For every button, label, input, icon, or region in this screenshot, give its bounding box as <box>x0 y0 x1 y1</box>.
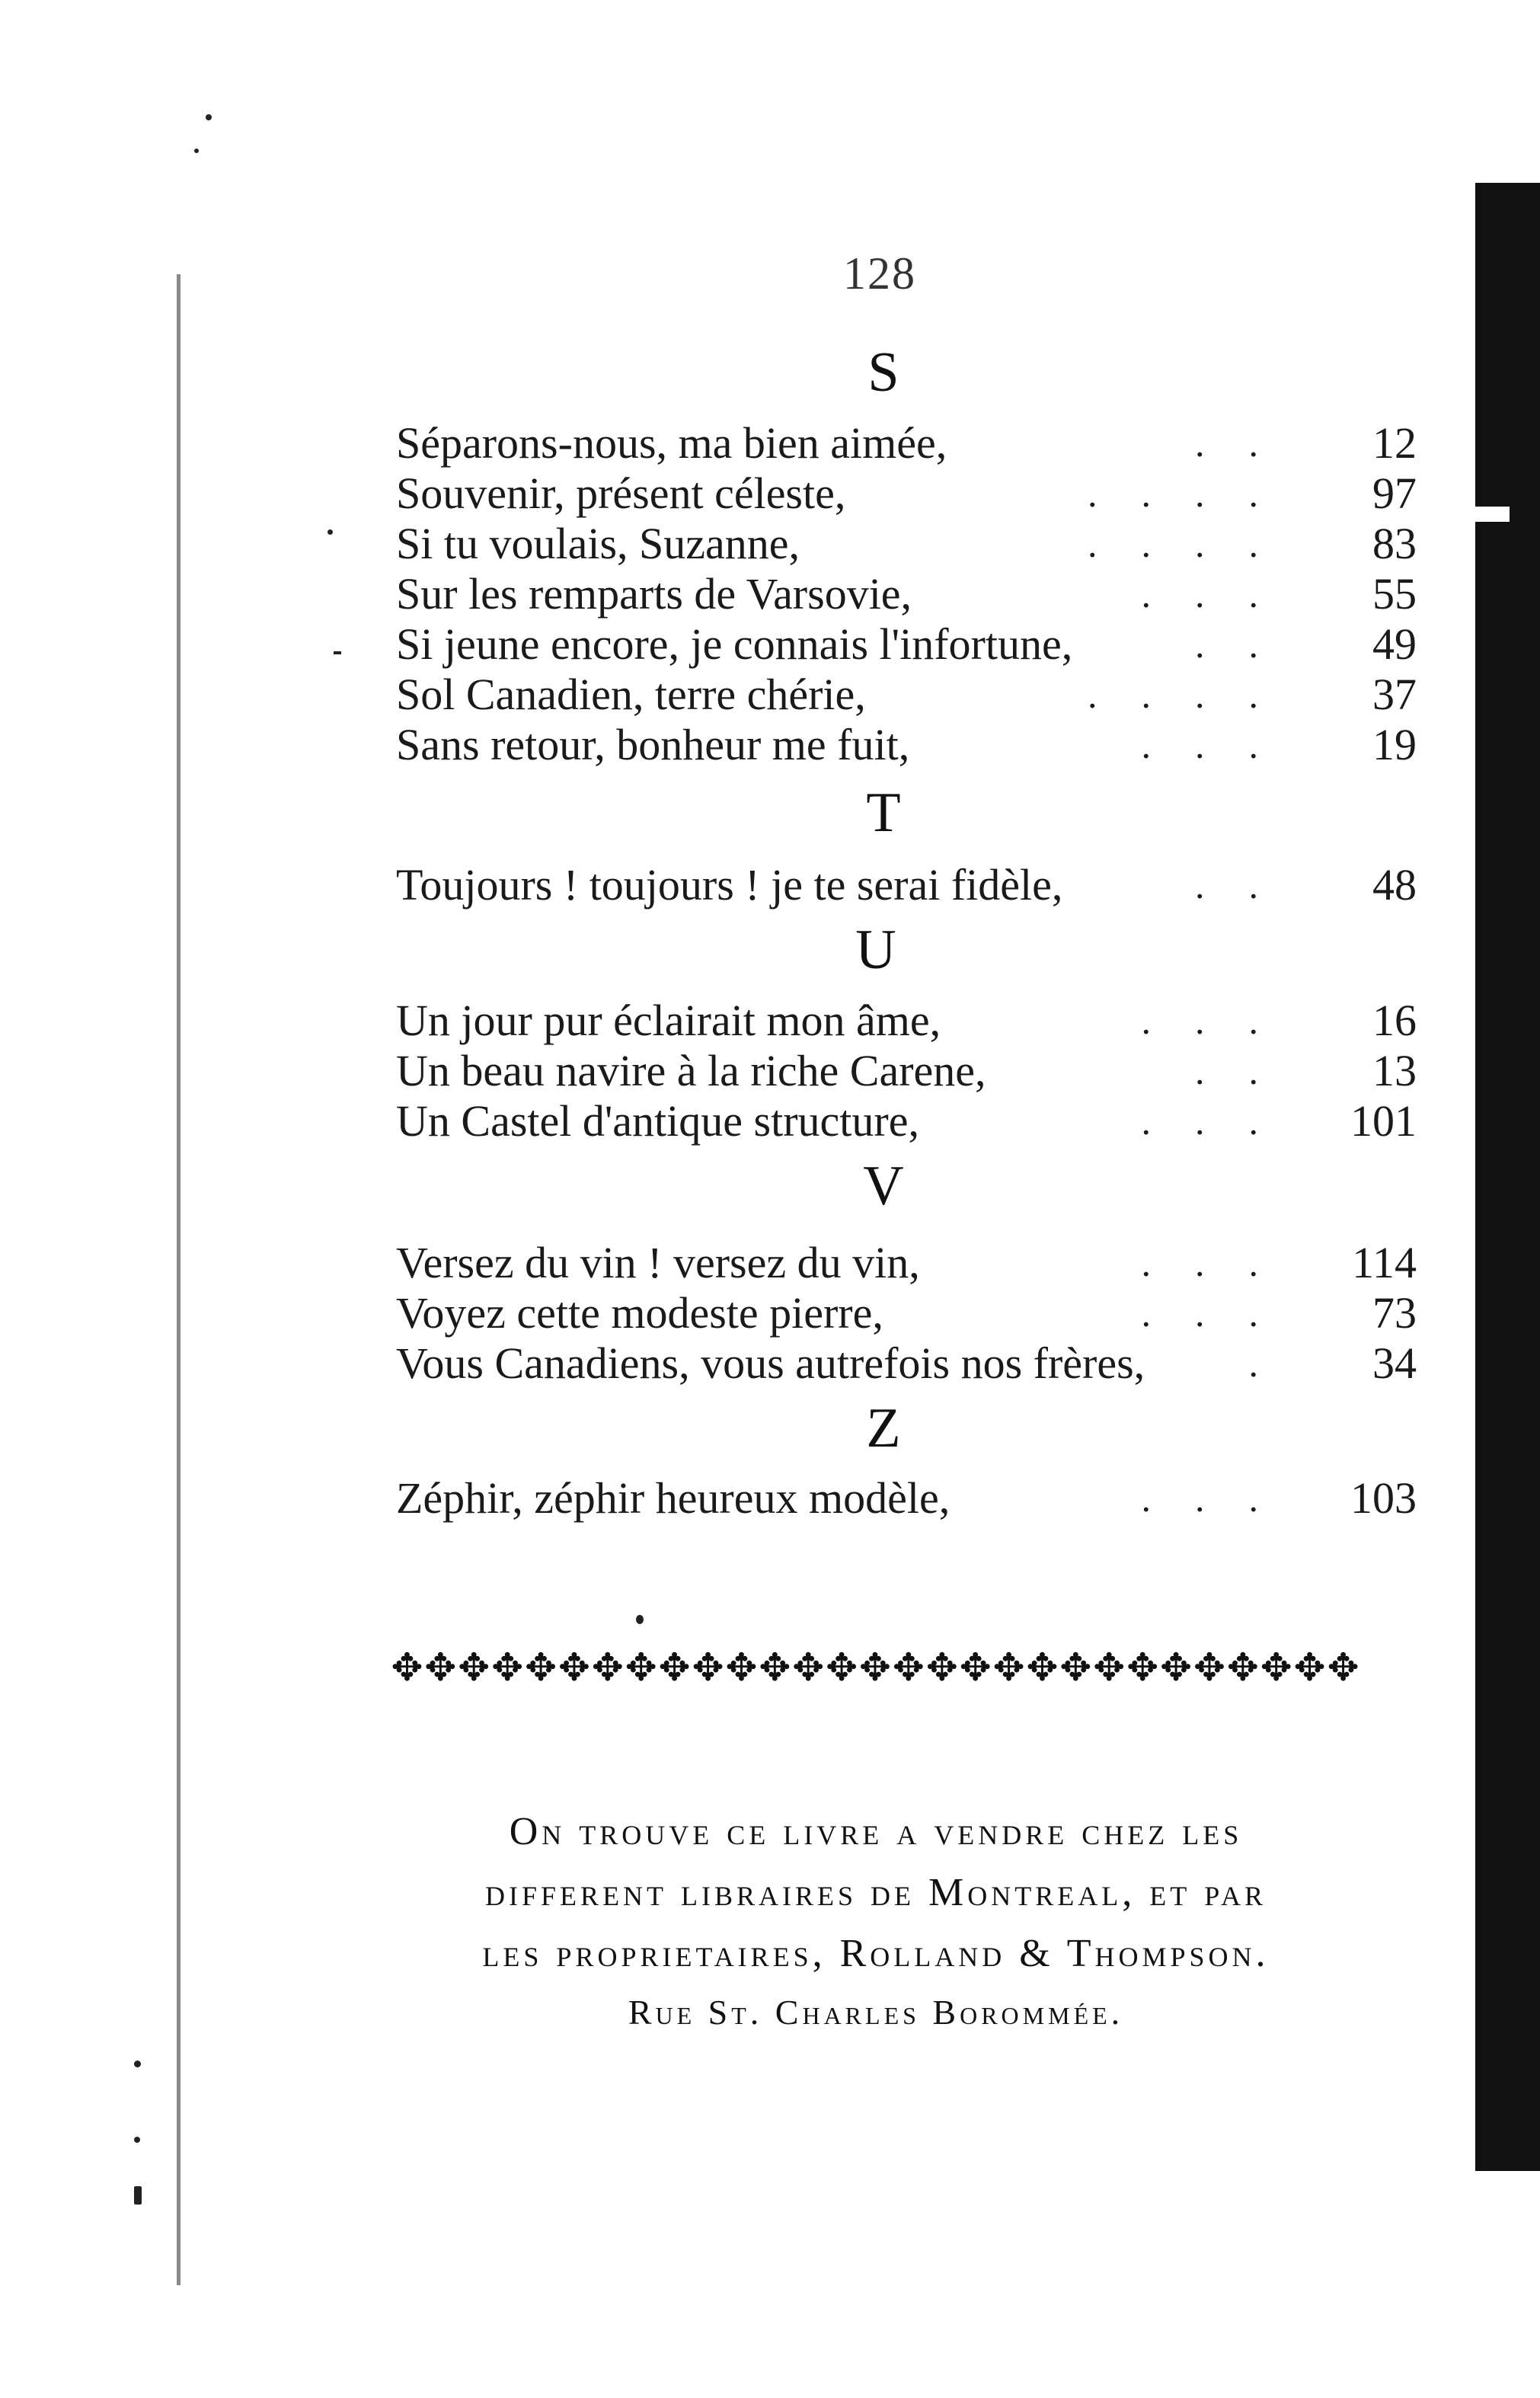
dot-leader: .... <box>1088 523 1302 565</box>
index-entry <box>396 1239 1417 1287</box>
section-letter-z: Z <box>866 1397 901 1460</box>
dot-leader: .. <box>1195 1050 1302 1092</box>
entry-page: 97 <box>1372 468 1417 518</box>
index-entry <box>396 469 1417 518</box>
scan-speck <box>636 1615 644 1624</box>
colophon-line: les proprietaires, Rolland & Thompson. <box>482 1932 1270 1975</box>
dot-leader: .... <box>1088 673 1302 716</box>
dot-leader: .. <box>1195 623 1302 666</box>
section-letter-s: S <box>867 341 899 404</box>
colophon-address: Rue St. Charles Borommée. <box>628 1993 1124 2032</box>
index-entry <box>396 1339 1417 1388</box>
index-entry <box>396 419 1417 468</box>
colophon-line: different libraires de Montreal, et par <box>485 1871 1267 1914</box>
entry-page: 103 <box>1350 1473 1417 1523</box>
entry-page: 73 <box>1372 1288 1417 1338</box>
entry-page: 12 <box>1372 418 1417 468</box>
binding-shadow <box>1475 183 1540 2171</box>
index-entry <box>396 670 1417 719</box>
section-letter-v: V <box>863 1155 904 1217</box>
index-entry <box>396 1289 1417 1338</box>
scan-speck <box>134 2137 140 2143</box>
entry-title: Versez du vin ! versez du vin, <box>396 1238 920 1287</box>
entry-page: 114 <box>1352 1238 1417 1287</box>
entry-title: Un beau navire à la riche Carene, <box>396 1046 986 1095</box>
dot-leader: .. <box>1195 864 1302 906</box>
entry-page: 48 <box>1372 860 1417 910</box>
entry-page: 34 <box>1372 1338 1417 1388</box>
entry-title: Voyez cette modeste pierre, <box>396 1288 883 1338</box>
entry-title: Un Castel d'antique structure, <box>396 1096 919 1146</box>
dot-leader: ... <box>1141 573 1302 615</box>
index-entry <box>396 620 1417 669</box>
dot-leader: ... <box>1141 1292 1302 1335</box>
dot-leader: ... <box>1141 1477 1302 1520</box>
index-entry <box>396 721 1417 769</box>
dot-leader: ... <box>1141 999 1302 1042</box>
entry-page: 16 <box>1372 996 1417 1045</box>
entry-title: Sans retour, bonheur me fuit, <box>396 720 910 769</box>
scan-speck <box>134 2061 141 2067</box>
scan-speck <box>206 114 212 120</box>
entry-page: 19 <box>1372 720 1417 769</box>
entry-page: 37 <box>1372 670 1417 719</box>
entry-title: Sur les remparts de Varsovie, <box>396 569 912 619</box>
entry-title: Séparons-nous, ma bien aimée, <box>396 418 947 468</box>
index-entry <box>396 570 1417 619</box>
index-entry <box>396 861 1417 910</box>
scan-speck <box>194 149 199 153</box>
entry-page: 83 <box>1372 519 1417 568</box>
page-edge-line <box>177 274 181 2285</box>
dot-leader: . <box>1248 1342 1302 1385</box>
dot-leader: ... <box>1141 1242 1302 1284</box>
entry-page: 55 <box>1372 569 1417 619</box>
dot-leader: ... <box>1141 1100 1302 1143</box>
entry-page: 101 <box>1350 1096 1417 1146</box>
index-entry <box>396 996 1417 1045</box>
section-letter-u: U <box>855 919 896 981</box>
scan-speck <box>334 651 341 654</box>
dot-leader: .... <box>1088 472 1302 515</box>
scan-speck <box>327 529 333 535</box>
colophon-line: On trouve ce livre a vendre chez les <box>509 1810 1243 1853</box>
dot-leader: ... <box>1141 724 1302 766</box>
section-letter-t: T <box>866 782 901 844</box>
dot-leader: .. <box>1195 422 1302 465</box>
entry-title: Toujours ! toujours ! je te serai fidèle, <box>396 860 1063 910</box>
binding-notch <box>1475 507 1510 522</box>
index-entry <box>396 1047 1417 1095</box>
entry-title: Zéphir, zéphir heureux modèle, <box>396 1473 951 1523</box>
entry-title: Un jour pur éclairait mon âme, <box>396 996 941 1045</box>
entry-title: Si jeune encore, je connais l'infortune, <box>396 619 1073 669</box>
entry-title: Vous Canadiens, vous autrefois nos frères, <box>396 1338 1145 1388</box>
index-entry <box>396 1097 1417 1146</box>
index-entry <box>396 520 1417 568</box>
entry-page: 13 <box>1372 1046 1417 1095</box>
entry-title: Si tu voulais, Suzanne, <box>396 519 800 568</box>
ornamental-divider: ✥✥✥✥✥✥✥✥✥✥✥✥✥✥✥✥✥✥✥✥✥✥✥✥✥✥✥✥✥ <box>391 1645 1361 1690</box>
scan-speck <box>134 2186 142 2205</box>
index-entry <box>396 1474 1417 1523</box>
entry-page: 49 <box>1372 619 1417 669</box>
page-number: 128 <box>843 248 916 299</box>
entry-title: Souvenir, présent céleste, <box>396 468 846 518</box>
entry-title: Sol Canadien, terre chérie, <box>396 670 866 719</box>
